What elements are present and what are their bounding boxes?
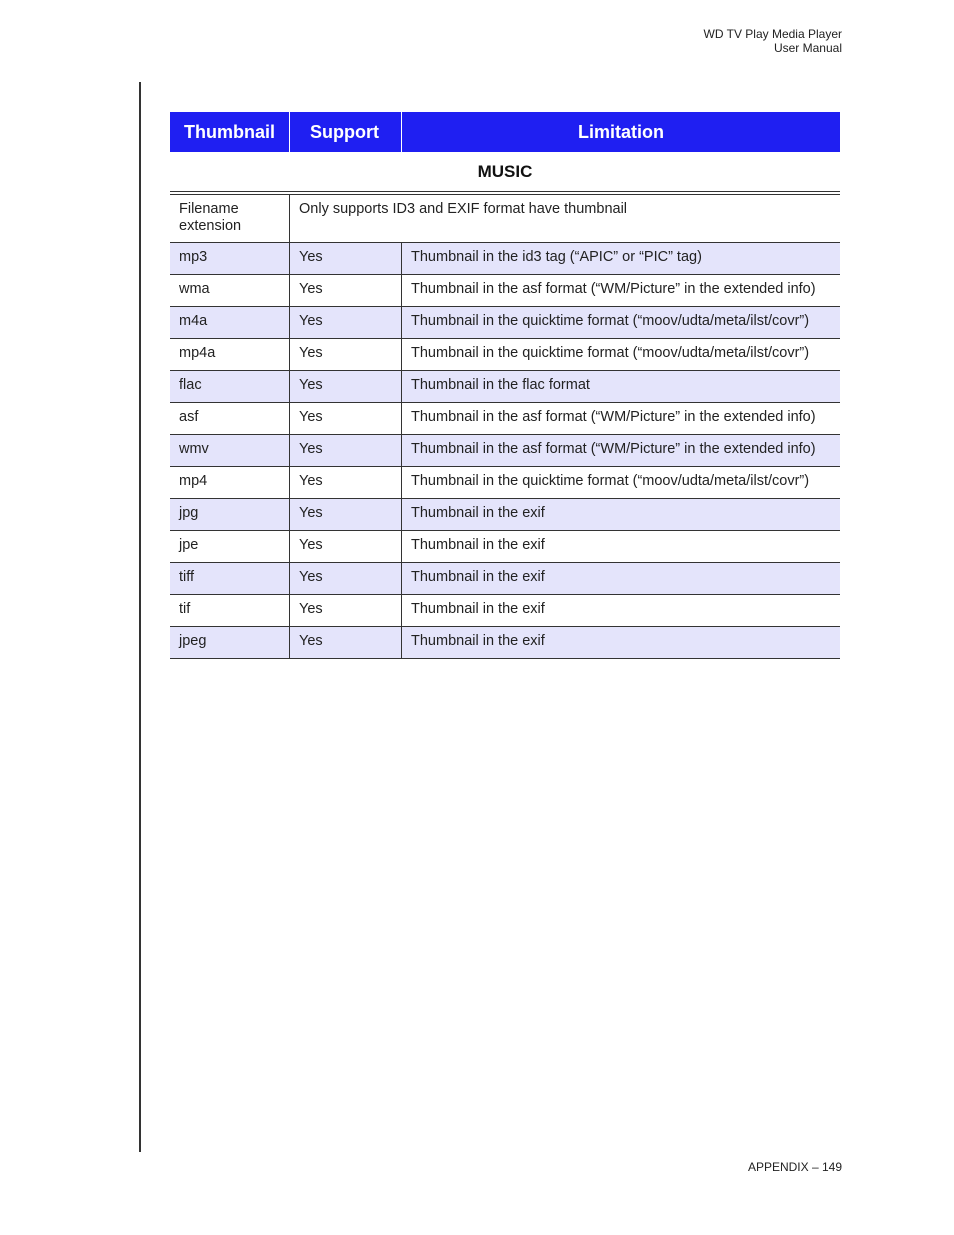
header-product-title: WD TV Play Media Player	[703, 27, 842, 41]
cell-support: Yes	[290, 371, 402, 402]
cell-extension: mp4a	[170, 339, 290, 370]
table-row	[170, 627, 840, 659]
table-row	[170, 595, 840, 627]
cell-support: Yes	[290, 339, 402, 370]
table-row	[170, 275, 840, 307]
cell-support: Yes	[290, 595, 402, 626]
cell-extension: m4a	[170, 307, 290, 338]
cell-limitation: Thumbnail in the exif	[411, 633, 545, 649]
table-row	[170, 563, 840, 595]
cell-limitation: Thumbnail in the exif	[411, 601, 545, 617]
cell-limitation: Thumbnail in the quicktime format (“moov/udta/meta/ilst/covr”)	[411, 345, 810, 361]
page-footer: APPENDIX – 149	[747, 1160, 842, 1174]
cell-extension: flac	[170, 371, 290, 402]
thumbnail-support-table	[170, 112, 840, 659]
column-header-limitation: Limitation	[402, 112, 840, 152]
header-manual-title: User Manual	[773, 40, 842, 55]
cell-limitation: Thumbnail in the exif	[411, 569, 545, 585]
cell-support: Yes	[290, 563, 402, 594]
cell-limitation: Thumbnail in the flac format	[411, 377, 590, 393]
table-row	[170, 243, 840, 275]
cell-support: Yes	[290, 467, 402, 498]
cell-extension: jpeg	[170, 627, 290, 658]
table-row	[170, 371, 840, 403]
cell-limitation: Thumbnail in the asf format (“WM/Picture” in the extended info)	[411, 281, 816, 297]
cell-extension: wmv	[170, 435, 290, 466]
cell-support: Yes	[290, 531, 402, 562]
cell-extension: jpg	[170, 499, 290, 530]
cell-support: Yes	[290, 499, 402, 530]
left-margin-rule	[139, 82, 141, 1152]
cell-limitation: Thumbnail in the exif	[411, 537, 545, 553]
table-row	[170, 403, 840, 435]
cell-extension: asf	[170, 403, 290, 434]
table-body	[170, 243, 840, 659]
section-title-music: MUSIC	[170, 152, 840, 192]
cell-extension: wma	[170, 275, 290, 306]
cell-extension: tiff	[170, 563, 290, 594]
cell-limitation: Thumbnail in the quicktime format (“moov/udta/meta/ilst/covr”)	[411, 473, 810, 489]
cell-support: Yes	[290, 275, 402, 306]
cell-extension: mp4	[170, 467, 290, 498]
cell-extension: tif	[170, 595, 290, 626]
cell-support: Yes	[290, 403, 402, 434]
cell-limitation: Thumbnail in the id3 tag (“APIC” or “PIC” tag)	[411, 249, 702, 265]
page-header	[704, 28, 843, 55]
cell-limitation: Thumbnail in the quicktime format (“moov/udta/meta/ilst/covr”)	[411, 313, 810, 329]
cell-support: Yes	[290, 435, 402, 466]
cell-support: Yes	[290, 627, 402, 658]
cell-extension: jpe	[170, 531, 290, 562]
cell-support: Yes	[290, 307, 402, 338]
table-header-row	[170, 112, 840, 152]
column-header-support: Support	[290, 112, 402, 152]
intro-row	[170, 195, 840, 243]
table-row	[170, 499, 840, 531]
cell-extension: mp3	[170, 243, 290, 274]
intro-label: Filename extension	[170, 195, 290, 242]
cell-support: Yes	[290, 243, 402, 274]
table-row	[170, 467, 840, 499]
cell-limitation: Thumbnail in the exif	[411, 505, 545, 521]
intro-description: Only supports ID3 and EXIF format have thumbnail	[299, 201, 628, 217]
table-row	[170, 339, 840, 371]
cell-limitation: Thumbnail in the asf format (“WM/Picture” in the extended info)	[411, 409, 816, 425]
table-row	[170, 307, 840, 339]
table-row	[170, 435, 840, 467]
table-row	[170, 531, 840, 563]
column-header-thumbnail: Thumbnail	[170, 112, 290, 152]
cell-limitation: Thumbnail in the asf format (“WM/Picture” in the extended info)	[411, 441, 816, 457]
